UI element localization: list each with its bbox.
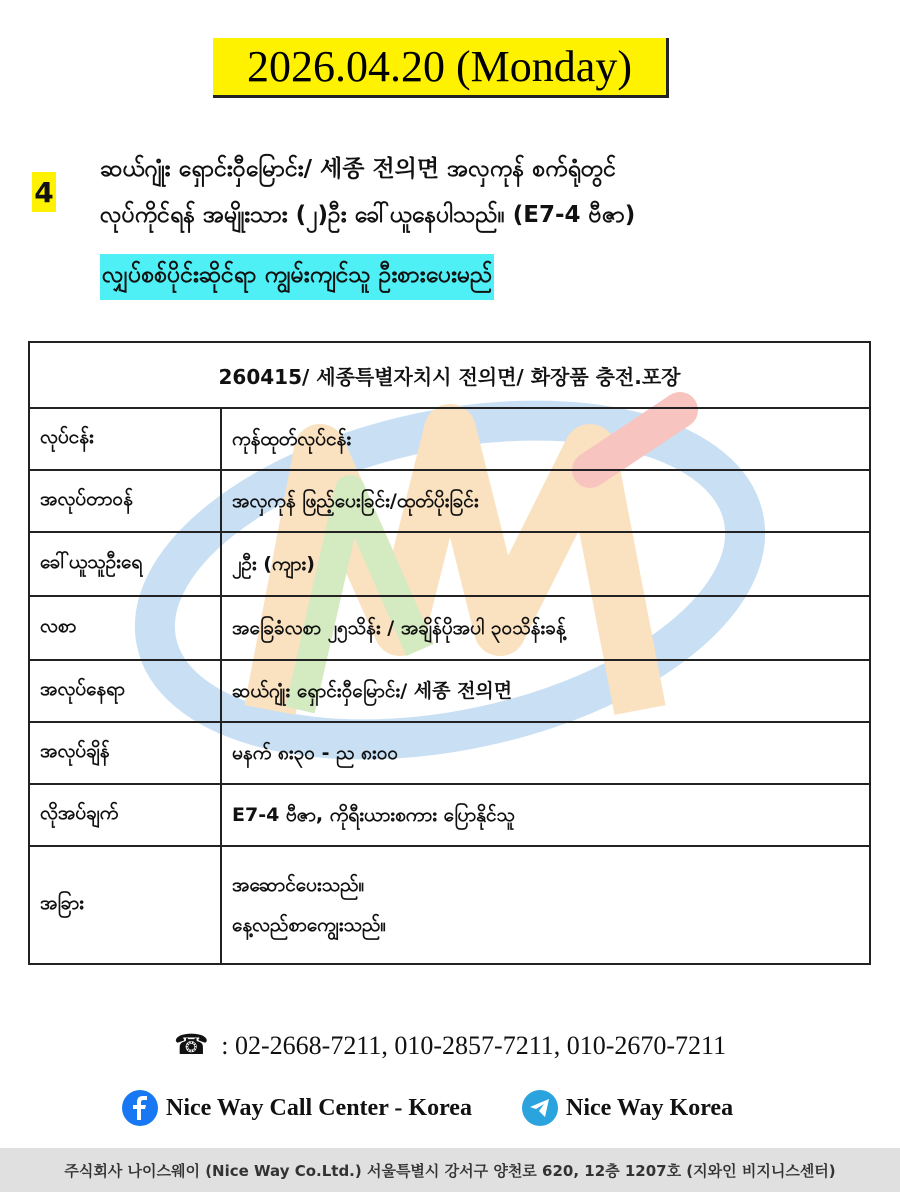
table-row [29,596,870,660]
row-value [221,784,870,846]
row-value-line: အခြေခံလစာ ၂၅သိန်း / အချိန်ပိုအပါ ၃၀သိန်းခန့် [232,617,566,639]
row-value-line: ကုန်ထုတ်လုပ်ငန်း [232,428,352,450]
preference-highlight: လျှပ်စစ်ပိုင်းဆိုင်ရာ ကျွမ်းကျင်သူ ဦးစားပေးမည် [100,254,494,300]
row-value [221,596,870,660]
headline-line-1: ဆယ်ဂျုံး ရှောင်းဝှီမြောင်း/ 세종 전의면 အလှကုန် စက်ရုံတွင် [100,156,617,182]
telephone-icon: ☎ [173,1028,209,1061]
row-label: ခေါ်ယူသူဦးရေ [29,532,221,596]
row-label: အလုပ်ချိန် [29,722,221,784]
row-value [221,532,870,596]
table-row [29,408,870,470]
row-label: လုပ်ငန်း [29,408,221,470]
row-value-line: နေ့လည်စာကျွေးသည်။ [232,914,387,936]
table-row [29,784,870,846]
row-value-line: ၂ဦး (ကျား) [232,553,315,575]
row-value-line: ဆယ်ဂျုံး ရှောင်းဝှီမြောင်း/ 세종 전의면 [232,680,513,702]
row-label: လိုအပ်ချက် [29,784,221,846]
row-value [221,470,870,532]
row-label: အခြား [29,846,221,964]
row-label: အလုပ်နေရာ [29,660,221,722]
row-value [221,660,870,722]
row-value-line: အဆောင်ပေးသည်။ [232,874,365,896]
table-row [29,470,870,532]
row-label: လစာ [29,596,221,660]
telegram-label: Nice Way Korea [566,1094,734,1121]
row-value-line: E7-4 ဗီဇာ, ကိုရီးယားစကား ပြောနိုင်သူ [232,804,515,826]
facebook-link[interactable] [122,1090,472,1126]
facebook-icon [122,1090,158,1126]
table-row [29,846,870,964]
telegram-icon [522,1090,558,1126]
table-row [29,532,870,596]
telegram-link[interactable] [522,1090,733,1126]
date-banner [213,38,669,98]
contact-phones [0,1028,900,1061]
row-value-line: မနက် ၈း၃၀ - ည ၈း၀၀ [232,742,399,764]
table-title: 260415/ 세종특별자치시 전의면/ 화장품 충전.포장 [29,342,870,408]
job-details-table [28,341,871,965]
row-value [221,722,870,784]
job-headline [100,146,800,238]
job-number-badge [32,172,56,212]
headline-line-2: လုပ်ကိုင်ရန် အမျိုးသား (၂)ဦး ခေါ်ယူနေပါသည်။ (E7-4 ဗီဇာ) [100,202,636,228]
job-number: 4 [34,175,54,209]
table-row [29,660,870,722]
footer-address: 주식회사 나이스웨이 (Nice Way Co.Ltd.) 서울특별시 강서구 양천로 620, 12층 1207호 (지와인 비지니스센터) [64,1161,836,1180]
table-row [29,722,870,784]
row-value [221,408,870,470]
company-footer [0,1148,900,1192]
date-text: 2026.04.20 (Monday) [247,42,632,91]
row-value [221,846,870,964]
phone-numbers: : 02-2668-7211, 010-2857-7211, 010-2670-7211 [221,1031,727,1060]
facebook-label: Nice Way Call Center - Korea [166,1094,472,1121]
row-label: အလုပ်တာဝန် [29,470,221,532]
row-value-line: အလှကုန် ဖြည့်ပေးခြင်း/ထုတ်ပိုးခြင်း [232,490,479,512]
